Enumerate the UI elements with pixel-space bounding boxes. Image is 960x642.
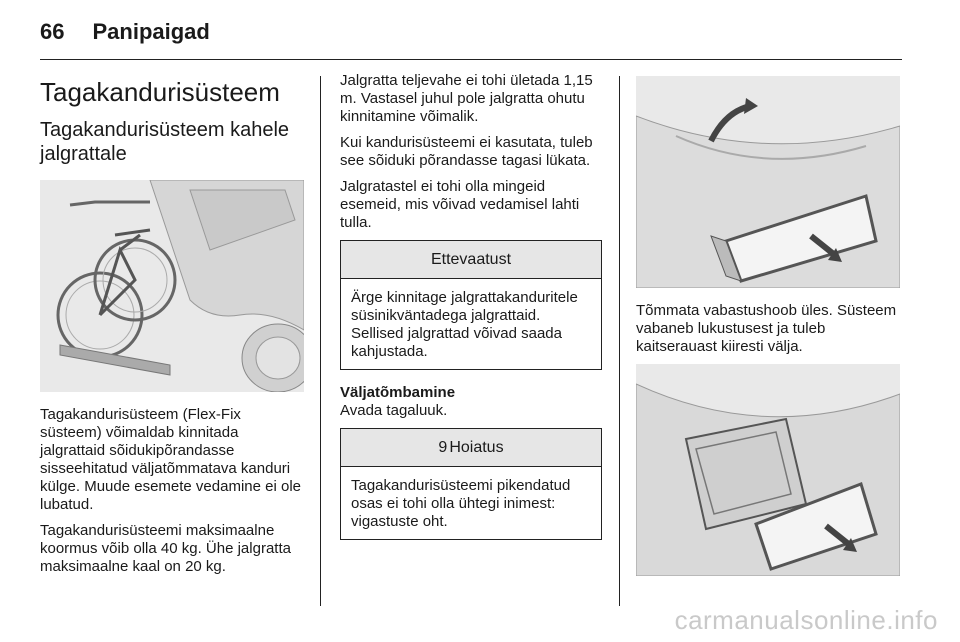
extraction-text: Avada tagaluuk. (340, 402, 448, 419)
column-2 (340, 72, 602, 554)
caution-box-title: Ettevaatust (341, 241, 601, 279)
subsection-title: Tagakandurisüsteem kahele jalgrattale (40, 119, 290, 165)
page-number: 66 (40, 19, 65, 44)
chapter-title: Panipaigad (92, 19, 210, 44)
paragraph: Kui kandurisüsteemi ei kasutata, tuleb see sõiduki põrandasse tagasi lükata. (340, 134, 593, 169)
caption: Tõmmata vabastushoob üles. Süsteem vabaneb lukustusest ja tuleb kaitserauast kiiresti välja. (636, 302, 897, 355)
caution-box-text: Ärge kinnitage jalgrattakanduritele süsinikväntadega jalgrattaid. Sellised jalgrattad võivad saada kahjustada. (351, 289, 578, 360)
caution-box (340, 240, 602, 370)
extraction-heading: Väljatõmbamine (340, 384, 456, 401)
carrier-extended-illustration (636, 364, 900, 576)
warning-triangle-icon: 9 (438, 438, 448, 456)
header-rule (40, 59, 902, 60)
paragraph: Tagakandurisüsteemi maksimaalne koormus võib olla 40 kg. Ühe jalgratta maksimaalne kaal on 20 kg. (40, 522, 291, 575)
warning-box-header (341, 429, 601, 467)
column-3 (636, 72, 902, 576)
section-title: Tagakandurisüsteem (40, 77, 280, 107)
column-divider-2 (619, 76, 620, 606)
warning-box (340, 428, 602, 540)
warning-box-title: Hoiatus (449, 438, 504, 456)
bike-carrier-illustration (40, 180, 304, 392)
warning-box-text: Tagakandurisüsteemi pikendatud osas ei tohi olla ühtegi inimest: vigastuste oht. (351, 477, 571, 530)
column-divider-1 (320, 76, 321, 606)
watermark: carmanualsonline.info (674, 605, 938, 635)
page-header (40, 14, 210, 50)
release-lever-illustration (636, 76, 900, 288)
paragraph: Tagakandurisüsteem (Flex-Fix süsteem) võimaldab kinnitada jalgrattaid sõidukipõrandasse sisseehitatud väljatõmmatava kanduri külge. Muude esemete vedamine ei ole lubatud. (40, 406, 301, 513)
column-1 (40, 72, 304, 584)
paragraph: Jalgratta teljevahe ei tohi ületada 1,15 m. Vastasel juhul pole jalgratta ohutu kinnitamine võimalik. (340, 72, 593, 125)
paragraph: Jalgratastel ei tohi olla mingeid esemeid, mis võivad vedamisel lahti tulla. (340, 178, 580, 231)
